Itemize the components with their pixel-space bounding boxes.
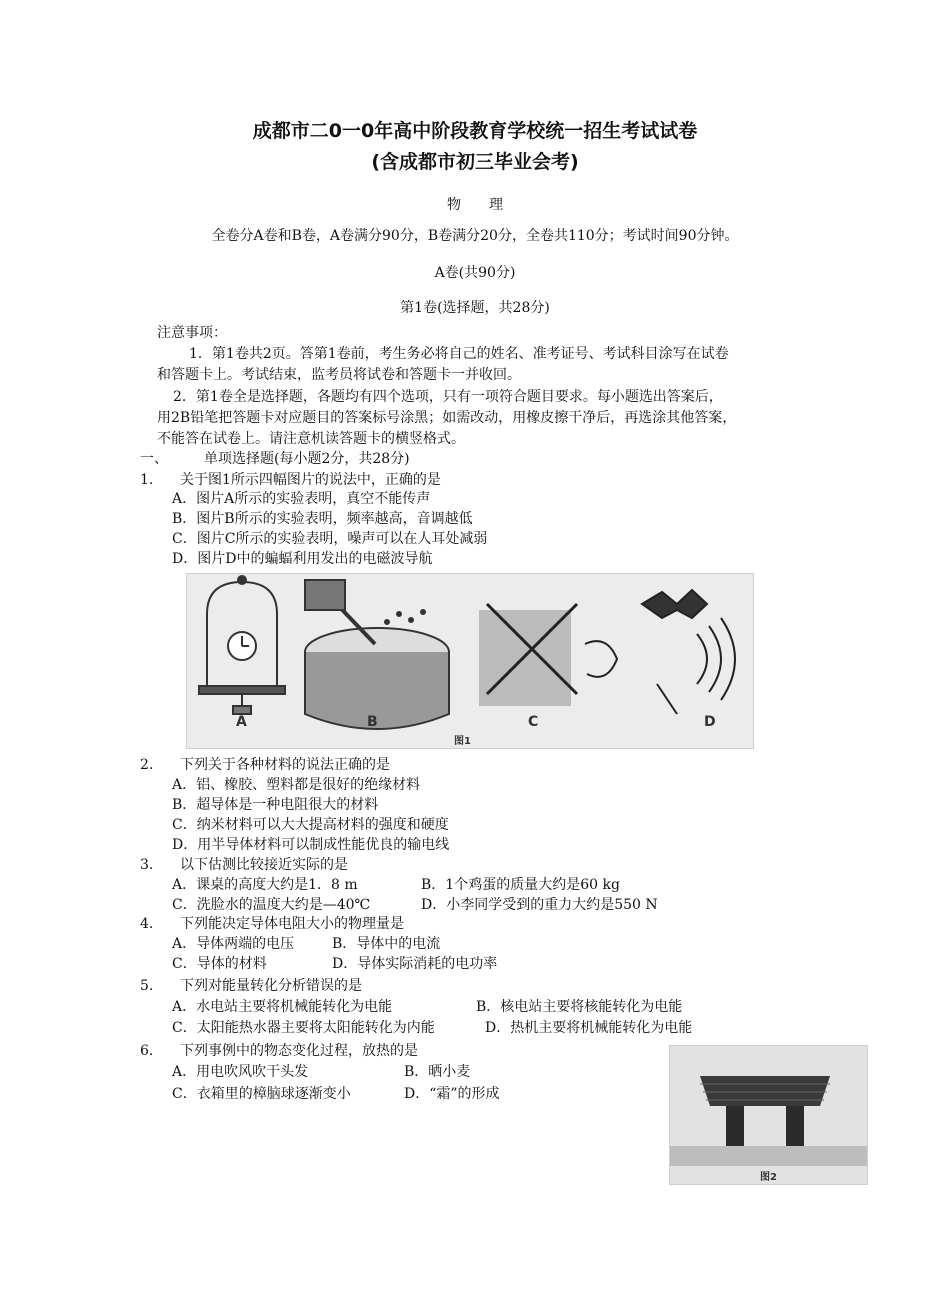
question-number: 6. bbox=[140, 1043, 154, 1059]
bell-jar-illustration bbox=[199, 576, 285, 714]
question-option: A．课桌的高度大约是1．8 m bbox=[172, 877, 358, 893]
subject-label: 物 理 bbox=[447, 197, 503, 213]
figure1-caption: 图1 bbox=[454, 736, 471, 747]
question-number: 5. bbox=[140, 978, 154, 994]
drum-illustration bbox=[305, 580, 449, 729]
question-option: C．纳米材料可以大大提高材料的强度和硬度 bbox=[172, 817, 449, 833]
exam-summary: 全卷分A卷和B卷，A卷满分90分，B卷满分20分，全卷共110分；考试时间90分钟。 bbox=[211, 228, 739, 244]
notice-item1-line1: 1．第1卷共2页。答第1卷前，考生务必将自己的姓名、准考证号、考试科目涂写在试卷 bbox=[189, 346, 729, 362]
question-stem: 下列对能量转化分析错误的是 bbox=[180, 978, 362, 994]
section-a-heading: A卷(共90分) bbox=[434, 265, 516, 281]
question-number: 3. bbox=[140, 857, 154, 873]
question-option: C．图片C所示的实验表明，噪声可以在人耳处减弱 bbox=[172, 531, 488, 547]
figure2-image bbox=[669, 1045, 868, 1185]
question-stem: 关于图1所示四幅图片的说法中，正确的是 bbox=[180, 472, 441, 488]
notice-item2-line1: 2．第1卷全是选择题，各题均有四个选项，只有一项符合题目要求。每小题选出答案后， bbox=[173, 389, 723, 405]
section1-heading: 单项选择题(每小题2分，共28分) bbox=[204, 451, 410, 467]
question-option: A．水电站主要将机械能转化为电能 bbox=[172, 999, 393, 1015]
question-option: A．用电吹风吹干头发 bbox=[172, 1064, 309, 1080]
question-stem: 下列关于各种材料的说法正确的是 bbox=[180, 757, 390, 773]
ear-noise-illustration bbox=[479, 604, 617, 706]
question-stem: 下列事例中的物态变化过程，放热的是 bbox=[180, 1043, 418, 1059]
figure2-caption: 图2 bbox=[760, 1172, 777, 1183]
question-option: D．用半导体材料可以制成性能优良的输电线 bbox=[172, 837, 450, 853]
question-option: D．图片D中的蝙蝠利用发出的电磁波导航 bbox=[172, 551, 433, 567]
question-number: 2. bbox=[140, 757, 154, 773]
question-option: C．衣箱里的樟脑球逐渐变小 bbox=[172, 1086, 351, 1102]
question-stem: 下列能决定导体电阻大小的物理量是 bbox=[180, 916, 404, 932]
china-pavilion-illustration bbox=[670, 1076, 867, 1166]
question-option: C．洗脸水的温度大约是—40℃ bbox=[172, 897, 371, 913]
figure1-label-d: D bbox=[704, 714, 716, 730]
question-option: D．热机主要将机械能转化为电能 bbox=[485, 1020, 693, 1036]
question-option: D．导体实际消耗的电功率 bbox=[332, 956, 498, 972]
figure1-label-c: C bbox=[528, 714, 539, 730]
question-option: A．导体两端的电压 bbox=[172, 936, 295, 952]
question-option: A．铝、橡胶、塑料都是很好的绝缘材料 bbox=[172, 777, 421, 793]
question-option: C．太阳能热水器主要将太阳能转化为内能 bbox=[172, 1020, 435, 1036]
notice-item2-line2: 用2B铅笔把答题卡对应题目的答案标号涂黑；如需改动，用橡皮擦干净后，再选涂其他答案， bbox=[157, 410, 737, 426]
question-option: B．1个鸡蛋的质量大约是60 kg bbox=[421, 877, 620, 893]
question-option: B．超导体是一种电阻很大的材料 bbox=[172, 797, 379, 813]
question-option: B．图片B所示的实验表明，频率越高，音调越低 bbox=[172, 511, 473, 527]
question-option: B．核电站主要将核能转化为电能 bbox=[476, 999, 683, 1015]
question-option: A．图片A所示的实验表明，真空不能传声 bbox=[172, 491, 431, 507]
part1-heading: 第1卷(选择题，共28分) bbox=[400, 300, 550, 316]
exam-title-line1: 成都市二0一0年高中阶段教育学校统一招生考试试卷 bbox=[252, 120, 698, 142]
question-option: B．导体中的电流 bbox=[332, 936, 441, 952]
section1-number: 一、 bbox=[140, 451, 168, 467]
question-number: 1. bbox=[140, 472, 154, 488]
bat-illustration bbox=[642, 590, 735, 714]
figure1-label-a: A bbox=[236, 714, 247, 730]
question-option: B．晒小麦 bbox=[404, 1064, 471, 1080]
question-option: D．“霜”的形成 bbox=[404, 1086, 500, 1102]
figure1-image bbox=[186, 573, 754, 749]
notice-heading: 注意事项： bbox=[157, 325, 227, 341]
figure1-label-b: B bbox=[367, 714, 378, 730]
question-stem: 以下估测比较接近实际的是 bbox=[180, 857, 348, 873]
question-option: C．导体的材料 bbox=[172, 956, 267, 972]
exam-title-line2: (含成都市初三毕业会考) bbox=[371, 151, 579, 173]
notice-item2-line3: 不能答在试卷上。请注意机读答题卡的横竖格式。 bbox=[157, 431, 465, 447]
question-number: 4. bbox=[140, 916, 154, 932]
question-option: D．小李同学受到的重力大约是550 N bbox=[421, 897, 658, 913]
notice-item1-line2: 和答题卡上。考试结束，监考员将试卷和答题卡一并收回。 bbox=[157, 367, 521, 383]
